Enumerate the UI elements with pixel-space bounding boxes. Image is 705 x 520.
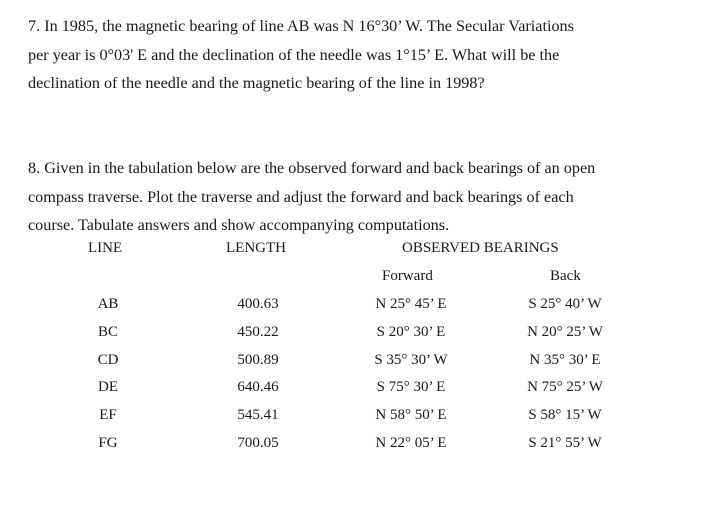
cell-length: 450.22	[237, 324, 279, 340]
cell-forward-bearing: N 22° 05’ E	[375, 435, 447, 451]
cell-line: CD	[97, 352, 119, 368]
cell-line: BC	[97, 324, 118, 340]
cell-line: FG	[98, 435, 118, 451]
cell-length: 400.63	[237, 296, 279, 312]
cell-line: AB	[97, 296, 119, 312]
cell-forward-bearing: N 25° 45’ E	[375, 296, 447, 312]
header-length: LENGTH	[226, 240, 286, 256]
problem-7-line: 7. In 1985, the magnetic bearing of line AB was N 16°30’ W. The Secular Variations	[28, 17, 574, 35]
cell-length: 640.46	[237, 379, 279, 395]
header-forward: Forward	[382, 268, 433, 284]
header-line: LINE	[88, 240, 123, 256]
cell-back-bearing: N 20° 25’ W	[527, 324, 603, 340]
problem-7-line: declination of the needle and the magnetic bearing of the line in 1998?	[28, 74, 485, 92]
problem-8-line: compass traverse. Plot the traverse and adjust the forward and back bearings of each	[28, 187, 574, 206]
problem-7-line: per year is 0°03' E and the declination of the needle was 1°15’ E. What will be the	[28, 45, 560, 64]
cell-line: EF	[99, 407, 117, 423]
header-back: Back	[550, 268, 581, 284]
problem-8-text	[28, 154, 678, 240]
cell-forward-bearing: N 58° 50’ E	[375, 407, 447, 423]
cell-back-bearing: N 35° 30’ E	[529, 352, 601, 368]
header-observed-bearings: OBSERVED BEARINGS	[402, 240, 559, 256]
cell-back-bearing: S 58° 15’ W	[528, 407, 602, 423]
cell-back-bearing: S 25° 40’ W	[528, 296, 602, 312]
cell-length: 545.41	[237, 407, 279, 423]
cell-length: 700.05	[237, 435, 279, 451]
cell-back-bearing: N 75° 25’ W	[527, 379, 603, 395]
cell-forward-bearing: S 35° 30’ W	[374, 352, 448, 368]
cell-forward-bearing: S 75° 30’ E	[376, 379, 446, 395]
cell-back-bearing: S 21° 55’ W	[528, 435, 602, 451]
cell-forward-bearing: S 20° 30’ E	[376, 324, 446, 340]
problem-7-text	[28, 12, 678, 98]
problem-8-line: course. Tabulate answers and show accompanying computations.	[28, 216, 450, 234]
problem-8-line: 8. Given in the tabulation below are the observed forward and back bearings of an open	[28, 159, 596, 177]
cell-length: 500.89	[237, 352, 279, 368]
cell-line: DE	[98, 379, 118, 395]
